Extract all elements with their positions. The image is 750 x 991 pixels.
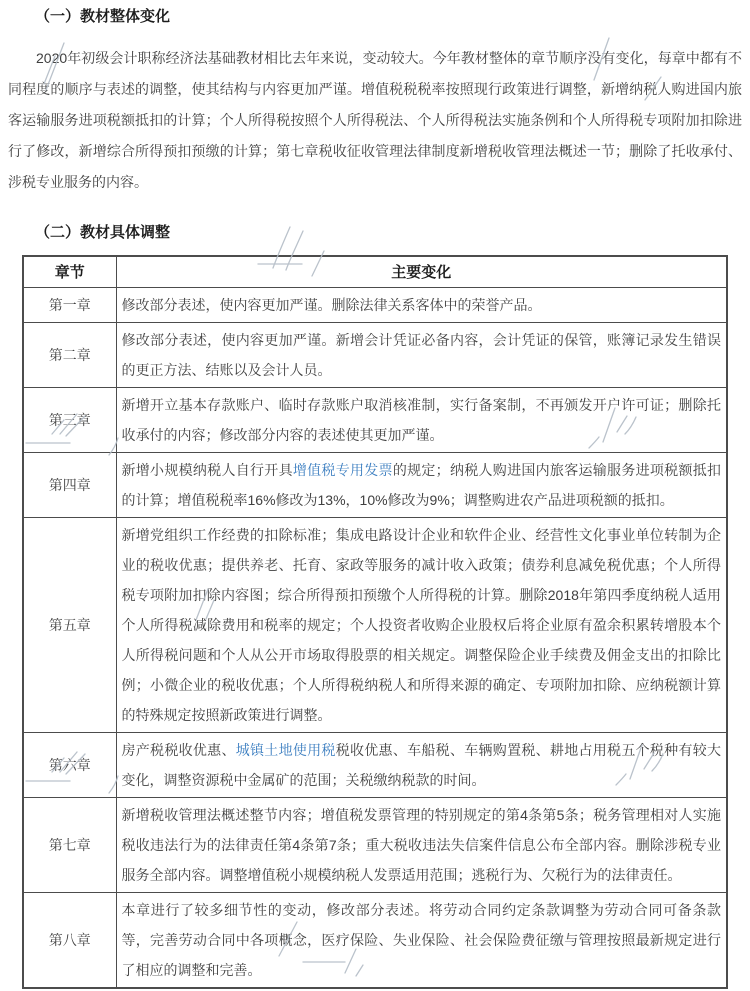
changes-cell	[116, 387, 727, 452]
chapter-cell: 第七章	[23, 797, 116, 892]
table-header-row	[23, 256, 727, 287]
col-header-chapter: 章节	[23, 256, 116, 287]
chapter-cell: 第四章	[23, 452, 116, 517]
changes-cell	[116, 892, 727, 988]
inline-term-link[interactable]: 增值税专用发票	[292, 461, 393, 478]
section1-paragraph: 2020年初级会计职称经济法基础教材相比去年来说，变动较大。今年教材整体的章节顺序没有变化，每章中都有不同程度的顺序与表述的调整，使其结构与内容更加严谨。增值税税税率按照现行政策进行调整，新增纳税人购进国内旅客运输服务进项税额抵扣的计算；个人所得税按照个人所得税法、个人所得税法实施条例和个人所得税专项附加扣除进行了修改，新增综合所得预扣预缴的计算；第七章税收征收管理法律制度新增税收管理法概述一节；删除了托收承付、涉税专业服务的内容。	[8, 50, 742, 190]
table-row	[23, 732, 727, 797]
chapter-cell: 第五章	[23, 517, 116, 732]
col-header-changes: 主要变化	[116, 256, 727, 287]
changes-table-body	[23, 287, 727, 988]
table-row	[23, 322, 727, 387]
changes-text: 修改部分表述，使内容更加严谨。删除法律关系客体中的荣誉产品。	[121, 296, 542, 313]
chapter-cell: 第八章	[23, 892, 116, 988]
changes-text: 修改部分表述，使内容更加严谨。新增会计凭证必备内容，会计凭证的保管，账簿记录发生错误的更正方法、结账以及会计人员。	[121, 331, 721, 378]
changes-table	[22, 255, 728, 989]
changes-cell	[116, 452, 727, 517]
section1-title: （一）教材整体变化	[35, 8, 171, 25]
chapter-cell: 第六章	[23, 732, 116, 797]
changes-text: 的规定；纳税人购进国内旅客运输服务进项税额抵扣的计算；增值税税率16%修改为13%，10%修改为9%；调整购进农产品进项税额的抵扣。	[121, 461, 722, 508]
section2-title: （二）教材具体调整	[35, 224, 171, 241]
changes-cell	[116, 797, 727, 892]
chapter-cell: 第三章	[23, 387, 116, 452]
table-row	[23, 387, 727, 452]
changes-text: 房产税税收优惠、	[121, 741, 236, 758]
changes-text: 本章进行了较多细节性的变动，修改部分表述。将劳动合同约定条款调整为劳动合同可备条款等，完善劳动合同中各项概念，医疗保险、失业保险、社会保险费征缴与管理按照最新规定进行了相应的调整和完善。	[121, 901, 721, 978]
chapter-cell: 第二章	[23, 322, 116, 387]
changes-cell	[116, 517, 727, 732]
table-row	[23, 517, 727, 732]
changes-text: 税收优惠、车船税、车辆购置税、耕地占用税五个税种有较大变化，调整资源税中金属矿的范围；关税缴纳税款的时间。	[121, 741, 722, 788]
table-row	[23, 452, 727, 517]
inline-term-link[interactable]: 城镇土地使用税	[235, 741, 336, 758]
table-row	[23, 892, 727, 988]
table-row	[23, 797, 727, 892]
changes-text: 新增小规模纳税人自行开具	[121, 461, 293, 478]
chapter-cell: 第一章	[23, 287, 116, 322]
changes-text: 新增党组织工作经费的扣除标准；集成电路设计企业和软件企业、经营性文化事业单位转制为企业的税收优惠；提供养老、托育、家政等服务的减计收入政策；债券利息减免税优惠；个人所得税专项附加扣除内容图；综合所得预扣预缴个人所得税的计算。删除2018年第四季度纳税人适用个人所得税减除费用和税率的规定；个人投资者收购企业股权后将企业原有盈余积累转增股本个人所得税问题和个人从公开市场取得股票的相关规定。调整保险企业手续费及佣金支出的扣除比例；小微企业的税收优惠；个人所得税纳税人和所得来源的确定、专项附加扣除、应纳税额计算的特殊规定按照新政策进行调整。	[121, 526, 721, 723]
table-row	[23, 287, 727, 322]
changes-cell	[116, 287, 727, 322]
changes-cell	[116, 322, 727, 387]
changes-cell	[116, 732, 727, 797]
changes-text: 新增税收管理法概述整节内容；增值税发票管理的特别规定的第4条第5条；税务管理相对人实施税收违法行为的法律责任第4条第7条；重大税收违法失信案件信息公布全部内容。删除涉税专业服务全部内容。调整增值税小规模纳税人发票适用范围；逃税行为、欠税行为的法律责任。	[121, 806, 721, 883]
changes-text: 新增开立基本存款账户、临时存款账户取消核准制，实行备案制，不再颁发开户许可证；删除托收承付的内容；修改部分内容的表述使其更加严谨。	[121, 396, 721, 443]
